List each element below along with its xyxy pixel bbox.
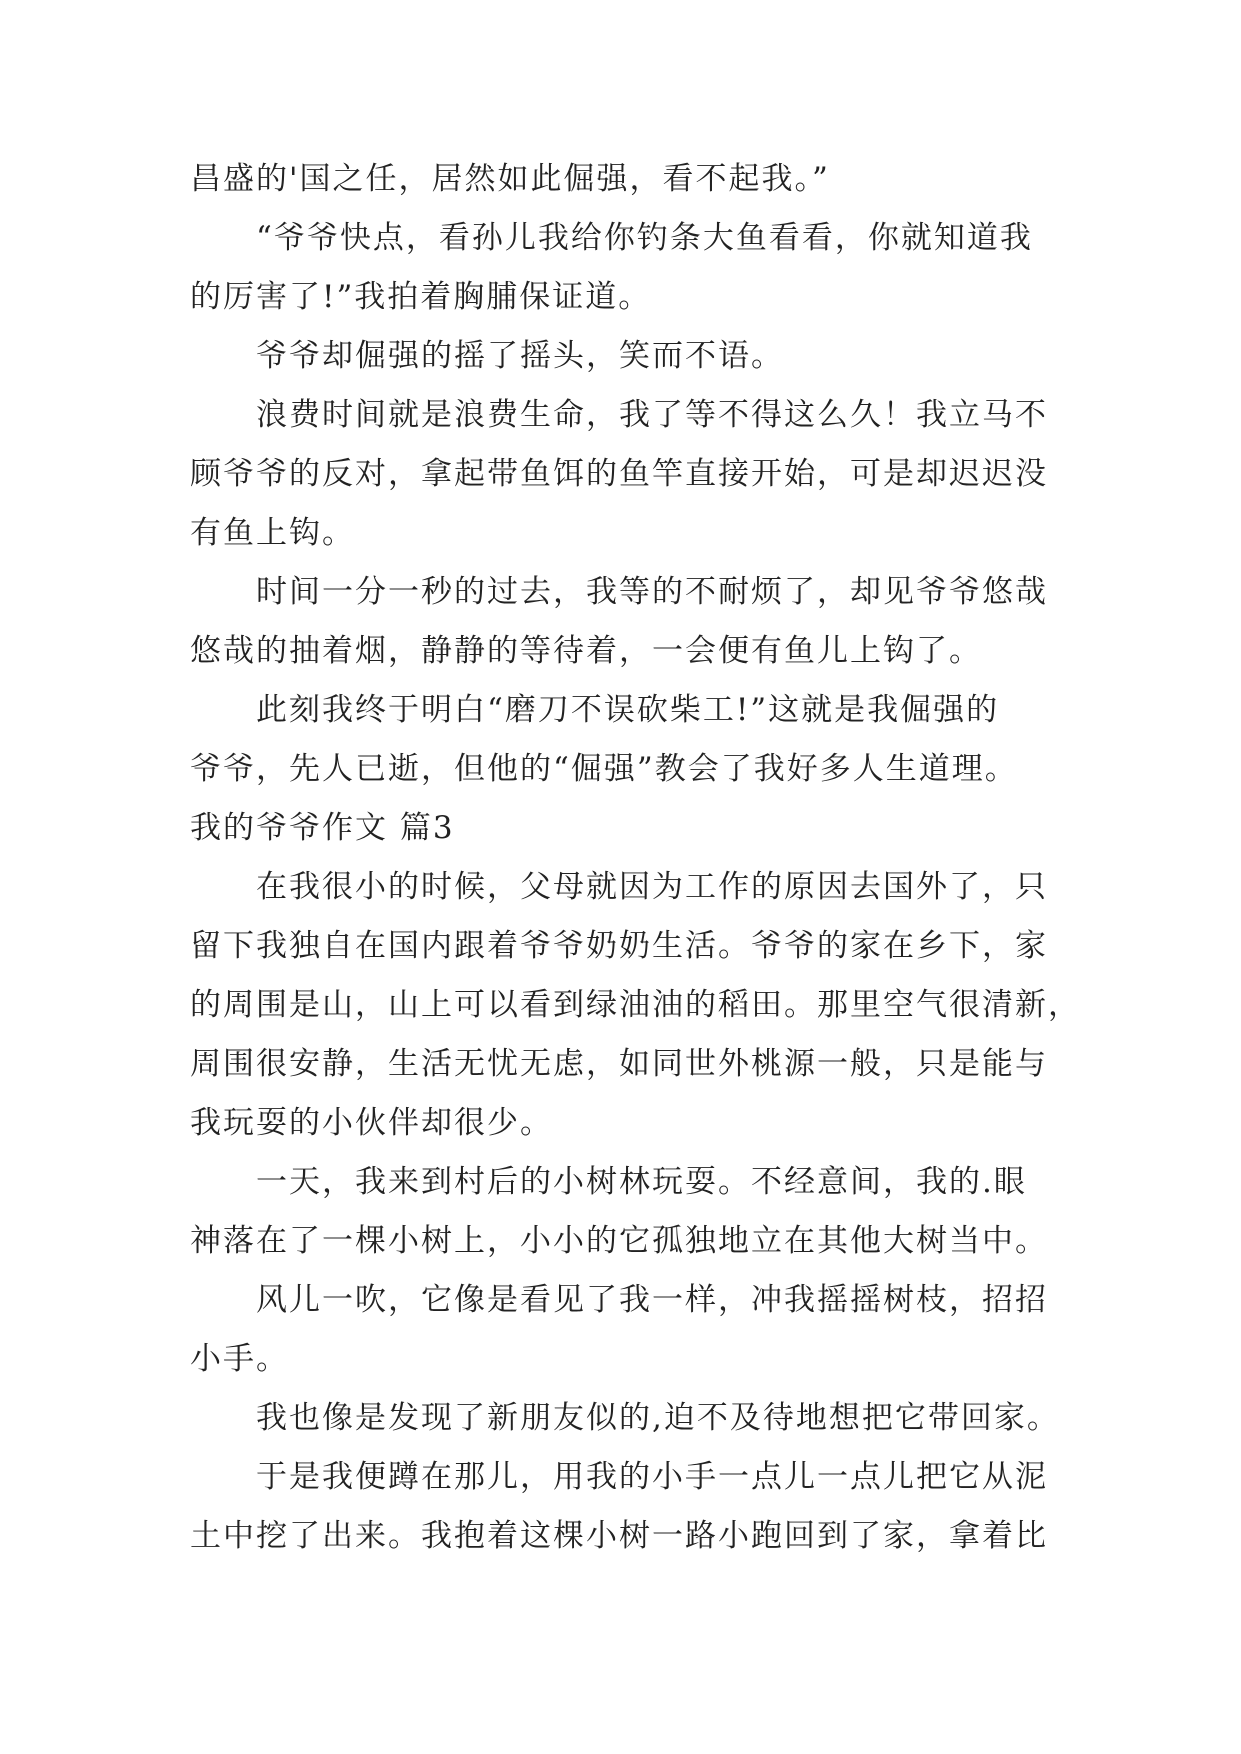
text-line: 的厉害了!”我拍着胸脯保证道。: [190, 279, 652, 315]
text-line: 悠哉的抽着烟，静静的等待着，一会便有鱼儿上钩了。: [190, 633, 982, 669]
text-line: 我的爷爷作文 篇3: [190, 810, 455, 846]
text-line: 一天，我来到村后的小树林玩耍。不经意间，我的.眼: [256, 1164, 1027, 1200]
text-line: 周围很安静，生活无忧无虑，如同世外桃源一般，只是能与: [190, 1046, 1048, 1082]
text-line: 时间一分一秒的过去，我等的不耐烦了，却见爷爷悠哉: [256, 574, 1048, 610]
text-line: 风儿一吹，它像是看见了我一样，冲我摇摇树枝，招招: [256, 1282, 1048, 1318]
text-line: 在我很小的时候，父母就因为工作的原因去国外了，只: [256, 869, 1048, 905]
text-line: 昌盛的'国之任，居然如此倔强，看不起我。”: [190, 161, 830, 197]
document-body: [190, 150, 1081, 1566]
text-line: 爷爷却倔强的摇了摇头，笑而不语。: [256, 338, 784, 374]
text-line: 我也像是发现了新朋友似的,迫不及待地想把它带回家。: [256, 1400, 1060, 1436]
text-line: 于是我便蹲在那儿，用我的小手一点儿一点儿把它从泥: [256, 1459, 1048, 1495]
text-line: 有鱼上钩。: [190, 515, 355, 551]
text-line: 此刻我终于明白“磨刀不误砍柴工!”这就是我倔强的: [256, 692, 1000, 728]
text-line: 的周围是山，山上可以看到绿油油的稻田。那里空气很清新，: [190, 987, 1081, 1023]
text-line: 浪费时间就是浪费生命，我了等不得这么久！我立马不: [256, 397, 1048, 433]
text-line: 小手。: [190, 1341, 289, 1377]
text-line: “爷爷快点，看孙儿我给你钓条大鱼看看，你就知道我: [256, 220, 1033, 256]
text-line: 顾爷爷的反对，拿起带鱼饵的鱼竿直接开始，可是却迟迟没: [190, 456, 1048, 492]
text-line: 爷爷，先人已逝，但他的“倔强”教会了我好多人生道理。: [190, 751, 1018, 787]
text-line: 留下我独自在国内跟着爷爷奶奶生活。爷爷的家在乡下，家: [190, 928, 1048, 964]
text-line: 土中挖了出来。我抱着这棵小树一路小跑回到了家，拿着比: [190, 1518, 1048, 1554]
text-line: 我玩耍的小伙伴却很少。: [190, 1105, 553, 1141]
text-line: 神落在了一棵小树上，小小的它孤独地立在其他大树当中。: [190, 1223, 1048, 1259]
